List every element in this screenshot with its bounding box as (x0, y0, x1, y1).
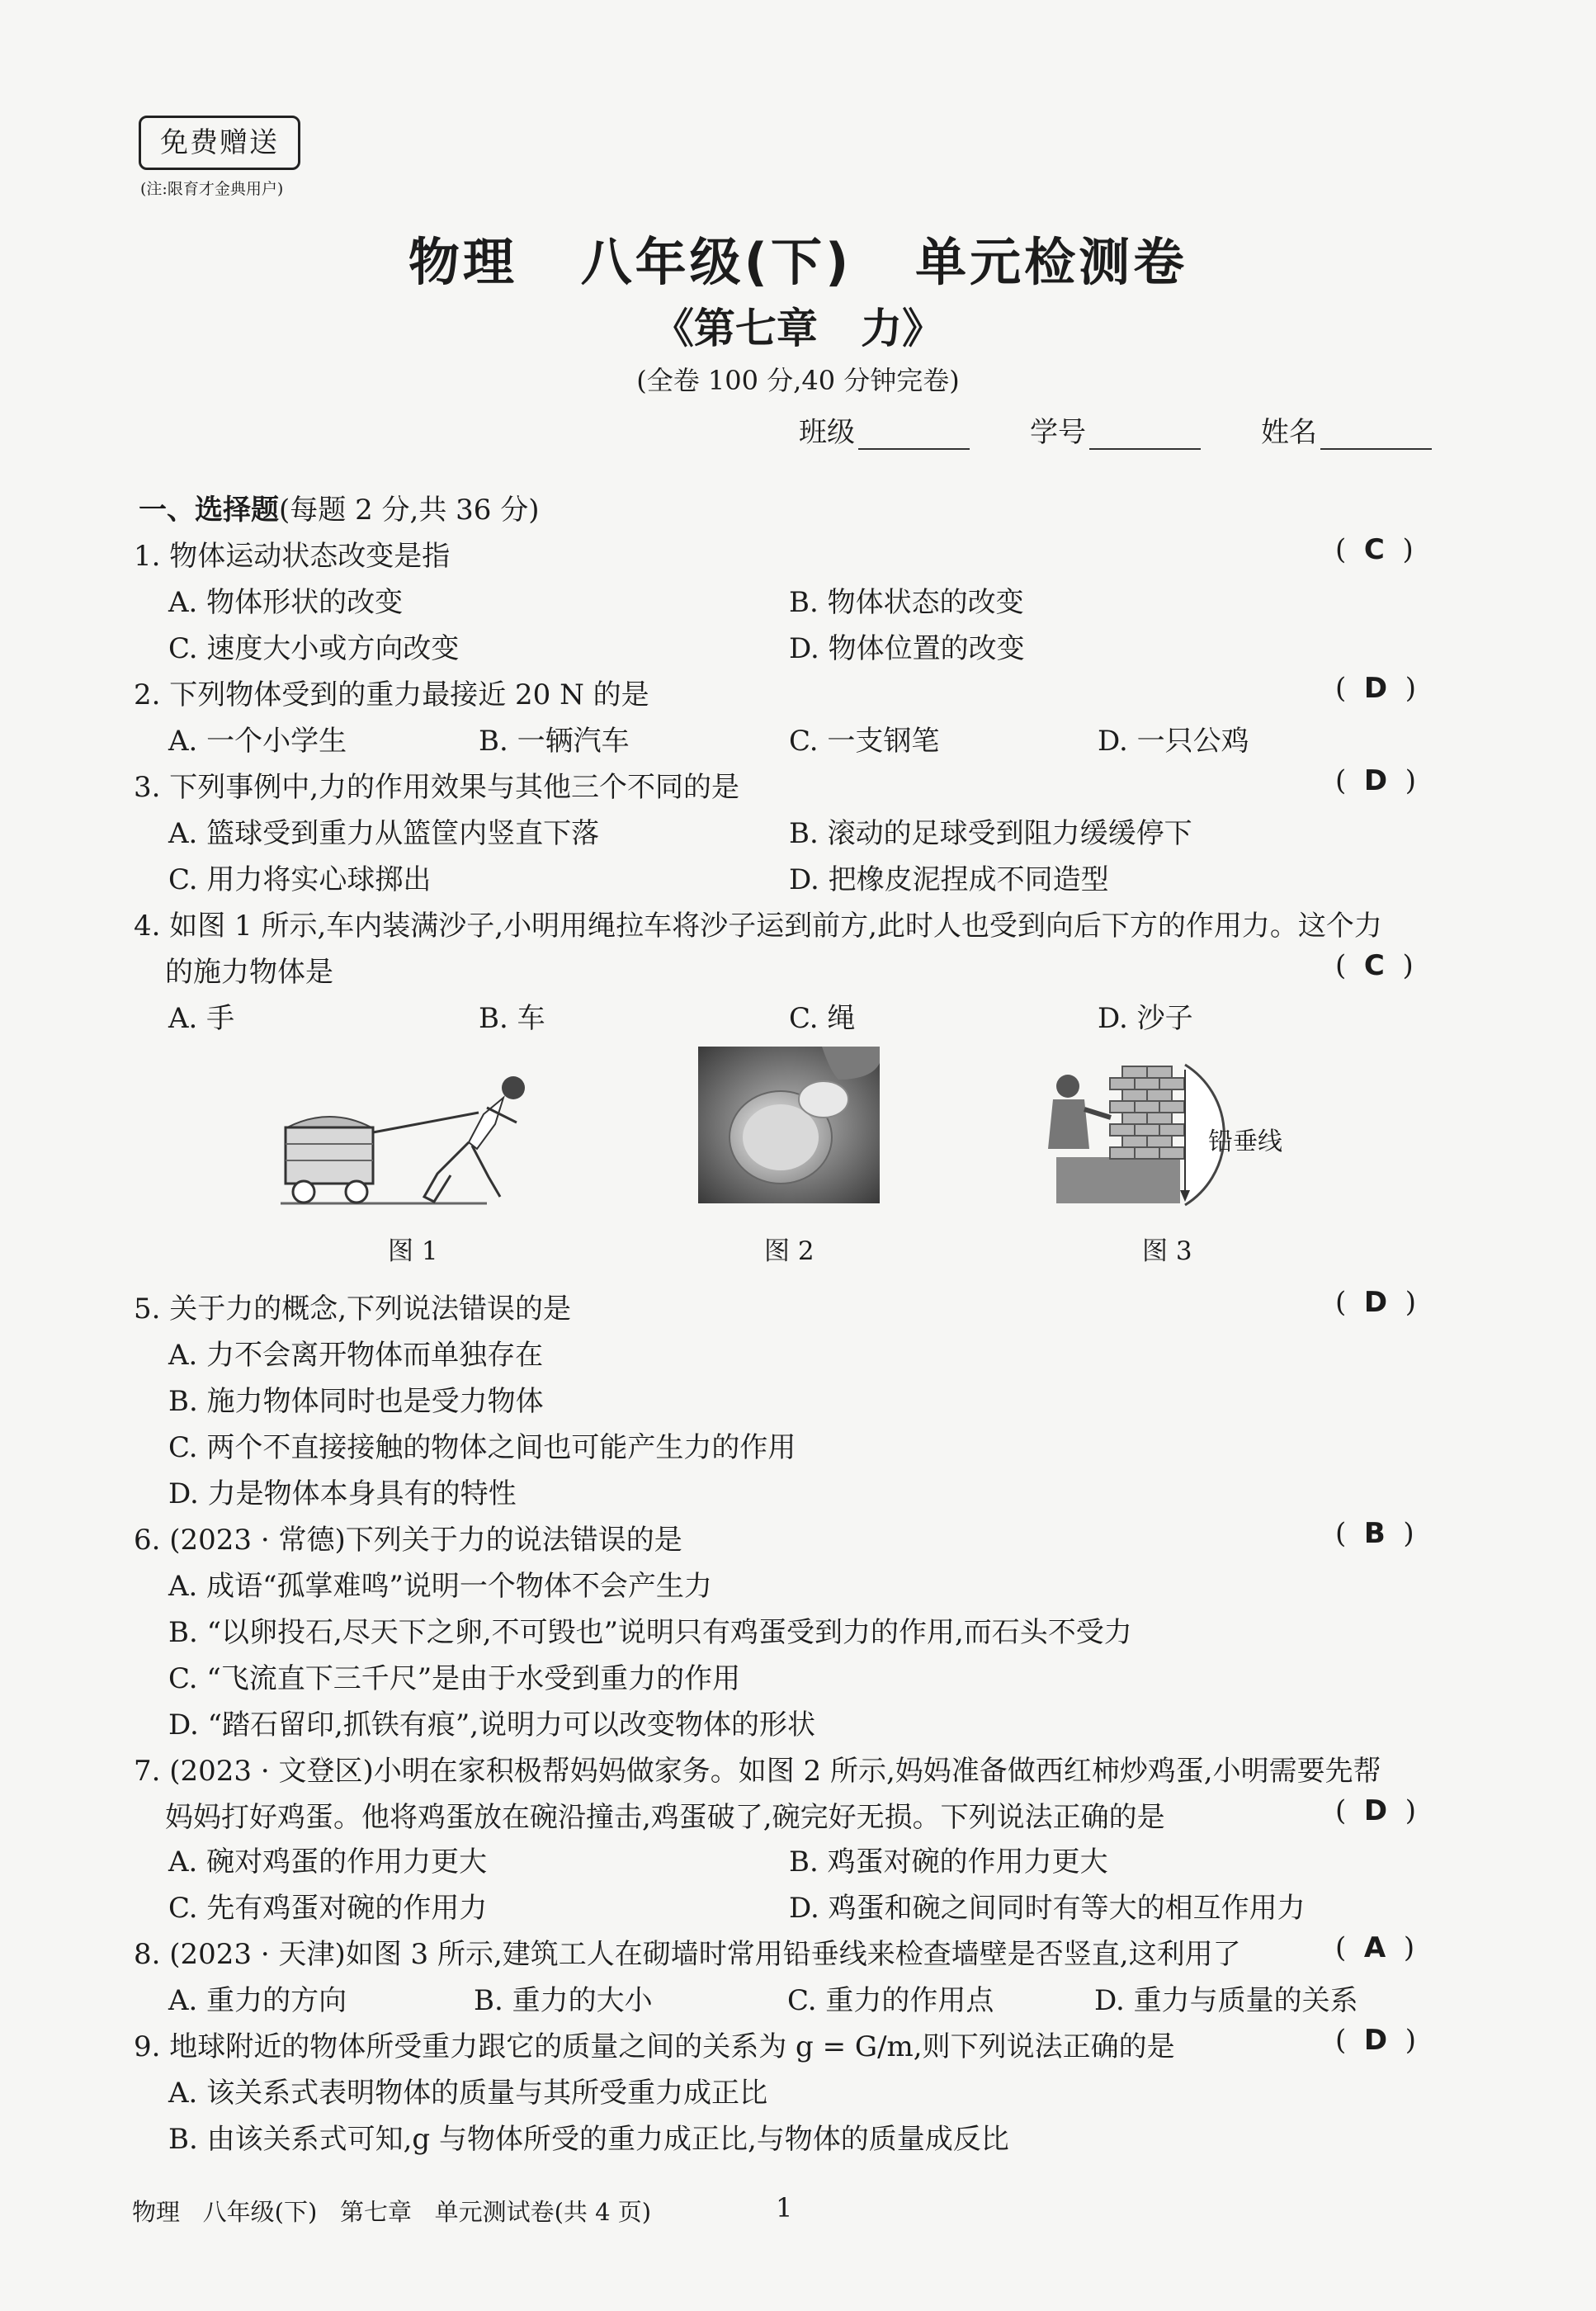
class-field (799, 409, 970, 450)
q6-option-b: B. “以卵投石,尽天下之卵,不可毁也”说明只有鸡蛋受到力的作用,而石头不受力 (168, 1616, 1132, 1649)
q8-option-a: A. 重力的方向 (168, 1984, 347, 2017)
q4-option-d: D. 沙子 (1098, 1002, 1193, 1035)
q9-option-b: B. 由该关系式可知,g 与物体所受的重力成正比,与物体的质量成反比 (168, 2123, 1009, 2156)
chapter-subtitle: 《第七章 力》 (652, 305, 944, 352)
q6-option-d: D. “踏石留印,抓铁有痕”,说明力可以改变物体的形状 (168, 1708, 816, 1742)
page-number: 1 (776, 2192, 793, 2224)
page-footer: 物理 八年级(下) 第七章 单元测试卷(共 4 页) (132, 2198, 652, 2226)
q5-option-c: C. 两个不直接接触的物体之间也可能产生力的作用 (168, 1431, 796, 1464)
question-7-answer: ( D ) (1335, 1794, 1417, 1827)
q1-option-d: D. 物体位置的改变 (789, 632, 1025, 665)
q2-option-d: D. 一只公鸡 (1098, 725, 1249, 758)
question-7-stem-cont: 妈妈打好鸡蛋。他将鸡蛋放在碗沿撞击,鸡蛋破了,碗完好无损。下列说法正确的是 (165, 1801, 1165, 1834)
question-1-stem: 1. 物体运动状态改变是指 (134, 540, 451, 573)
q8-option-c: C. 重力的作用点 (787, 1984, 994, 2017)
question-4-answer: ( C ) (1335, 949, 1414, 982)
question-4-stem-cont: 的施力物体是 (165, 956, 333, 989)
q8-option-d: D. 重力与质量的关系 (1094, 1984, 1358, 2017)
q3-option-d: D. 把橡皮泥捏成不同造型 (789, 863, 1109, 896)
question-9-answer: ( D ) (1335, 2024, 1417, 2057)
q2-option-b: B. 一辆汽车 (479, 725, 630, 758)
q4-option-a: A. 手 (168, 1002, 235, 1035)
section-title: 一、选择题 (139, 494, 279, 527)
q6-option-a: A. 成语“孤掌难鸣”说明一个物体不会产生力 (168, 1570, 712, 1603)
question-3-stem: 3. 下列事例中,力的作用效果与其他三个不同的是 (134, 771, 740, 804)
q9-option-a: A. 该关系式表明物体的质量与其所受重力成正比 (168, 2077, 768, 2110)
q8-option-b: B. 重力的大小 (474, 1984, 653, 2017)
question-8-answer: ( A ) (1335, 1931, 1415, 1964)
stamp-note: (注:限育才金典用户) (140, 180, 284, 198)
question-4-stem: 4. 如图 1 所示,车内装满沙子,小明用绳拉车将沙子运到前方,此时人也受到向后下方的作用力。这个力 (134, 910, 1382, 943)
question-5-stem: 5. 关于力的概念,下列说法错误的是 (134, 1293, 572, 1326)
q3-option-b: B. 滚动的足球受到阻力缓缓停下 (789, 817, 1192, 850)
student-id-label: 学号 (1030, 416, 1086, 449)
question-9-stem: 9. 地球附近的物体所受重力跟它的质量之间的关系为 g = G/m,则下列说法正确的是 (134, 2030, 1175, 2063)
question-6-stem: 6. (2023 · 常德)下列关于力的说法错误的是 (134, 1524, 682, 1557)
figure-3-caption: 图 3 (1142, 1236, 1192, 1266)
free-gift-stamp: 免费赠送 (139, 116, 300, 170)
question-2-answer: ( D ) (1335, 672, 1417, 705)
q7-option-a: A. 碗对鸡蛋的作用力更大 (168, 1845, 488, 1879)
q7-option-d: D. 鸡蛋和碗之间同时有等大的相互作用力 (789, 1892, 1306, 1925)
page-title: 物理 八年级(下) 单元检测卷 (408, 232, 1188, 292)
q6-option-c: C. “飞流直下三千尺”是由于水受到重力的作用 (168, 1662, 741, 1695)
question-8-stem: 8. (2023 · 天津)如图 3 所示,建筑工人在砌墙时常用铅垂线来检查墙壁是否竖直,这利用了 (134, 1938, 1241, 1971)
q3-option-c: C. 用力将实心球掷出 (168, 863, 432, 896)
q2-option-a: A. 一个小学生 (168, 725, 347, 758)
question-1-answer: ( C ) (1335, 533, 1414, 566)
question-6-answer: ( B ) (1335, 1517, 1414, 1550)
figure-2-egg-bowl-photo (698, 1047, 880, 1203)
q5-option-a: A. 力不会离开物体而单独存在 (168, 1339, 544, 1372)
q1-option-a: A. 物体形状的改变 (168, 586, 404, 619)
q4-option-c: C. 绳 (789, 1002, 856, 1035)
figure-1-cart-illustration (272, 1073, 553, 1222)
q5-option-b: B. 施力物体同时也是受力物体 (168, 1385, 544, 1418)
figure-1-caption: 图 1 (388, 1236, 438, 1266)
name-label: 姓名 (1261, 416, 1317, 449)
section-note: (每题 2 分,共 36 分) (279, 494, 540, 527)
q3-option-a: A. 篮球受到重力从篮筐内竖直下落 (168, 817, 600, 850)
q4-option-b: B. 车 (479, 1002, 545, 1035)
question-5-answer: ( D ) (1335, 1286, 1417, 1319)
question-3-answer: ( D ) (1335, 764, 1417, 797)
plumb-line-label: 铅垂线 (1208, 1127, 1282, 1156)
name-field (1261, 409, 1432, 450)
q1-option-c: C. 速度大小或方向改变 (168, 632, 460, 665)
question-7-stem: 7. (2023 · 文登区)小明在家积极帮妈妈做家务。如图 2 所示,妈妈准备做西红柿炒鸡蛋,小明需要先帮 (134, 1755, 1381, 1788)
figure-2-caption: 图 2 (764, 1236, 815, 1266)
question-2-stem: 2. 下列物体受到的重力最接近 20 N 的是 (134, 678, 649, 711)
q2-option-c: C. 一支钢笔 (789, 725, 940, 758)
q7-option-b: B. 鸡蛋对碗的作用力更大 (789, 1845, 1108, 1879)
section-heading (139, 487, 539, 527)
class-label: 班级 (799, 416, 855, 449)
q5-option-d: D. 力是物体本身具有的特性 (168, 1477, 517, 1510)
exam-meta: (全卷 100 分,40 分钟完卷) (636, 365, 960, 396)
student-id-field (1030, 409, 1201, 450)
q1-option-b: B. 物体状态的改变 (789, 586, 1024, 619)
q7-option-c: C. 先有鸡蛋对碗的作用力 (168, 1892, 488, 1925)
